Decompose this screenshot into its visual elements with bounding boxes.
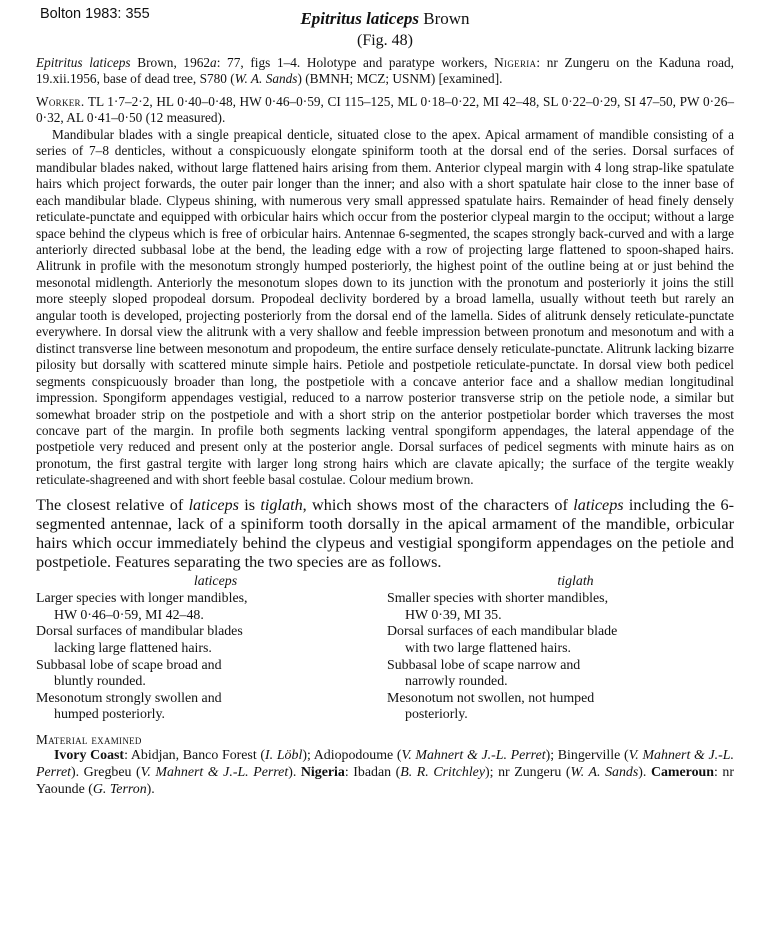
comparison-line: bluntly rounded. [54,674,146,690]
comparison-item [36,691,383,724]
citation-text: a [210,55,217,70]
citation-collector: W. A. Sands [234,71,298,87]
material-collector: V. Mahnert & J.-L. Perret [36,747,734,780]
material-text: ); nr Zungeru ( [485,764,571,780]
material-text: ); Bingerville ( [545,747,629,763]
comparison-line: Mesonotum not swollen, not humped [387,690,595,706]
comparison-line: with two large flattened hairs. [405,640,571,656]
comparison-item [387,624,734,657]
comparison-heading-tiglath: tiglath [557,573,594,589]
material-country: Ivory Coast [54,747,125,763]
species-author: Brown [419,9,470,28]
intro-species: laticeps [188,495,239,514]
material-heading: Material examined [36,731,142,747]
comparison-column-tiglath [387,574,734,724]
comparison-line: Smaller species with shorter mandibles, [387,591,609,607]
figure-reference: (Fig. 48) [357,32,413,49]
comparison-line: posteriorly. [405,707,468,723]
worker-label: Worker. [36,93,85,109]
comparison-item [387,591,734,624]
material-text: ); Adiopodoume ( [302,747,402,763]
measurements-text: TL 1·7–2·2, HL 0·40–0·48, HW 0·46–0·59, CI 115–125, ML 0·18–0·22, MI 42–48, SL 0·22–0·29, SI 47–50, PW 0·26–0·32, AL 0·41–0·50 (12 measured). [36,93,734,126]
material-country: Cameroun [650,764,714,780]
citation-paragraph [36,55,734,88]
comparison-item [36,658,383,691]
material-collector: G. Terron [92,781,147,797]
citation-text: ) (BMNH; MCZ; USNM) [examined]. [297,71,503,87]
intro-text: , which shows most of the characters of [302,495,574,514]
comparison-item [36,624,383,657]
comparison-line: narrowly rounded. [405,674,508,690]
comparison-heading-laticeps: laticeps [193,573,238,589]
intro-text: is [238,495,261,514]
material-collector: I. Löbl [265,747,303,763]
material-text: : Abidjan, Banco Forest ( [124,747,266,763]
material-country: Nigeria [300,764,345,780]
material-text: ). [638,764,651,780]
worker-description: Mandibular blades with a single preapical denticle, situated close to the apex. Apical armament of mandible consisting of a series of 7–8 denticles, without a conspicuously elongate spiniform tooth at the dorsal end of the series. Dorsal surfaces of mandibular blades naked, without large flattened hairs arising from them. Anterior clypeal margin with 4 long strap-like spatulate hairs which project forwards, the outer pair longer than the inner; and also with a short spatulate hair close to the inner base of each mandibular blade. Clypeus shining, with numerous very small appressed spatulate hairs. Remainder of head finely densely reticulate-punctate and equipped with orbicular hairs which occur from the posterior clypeal margin to the occiput; without a large space behind the clypeus which is free of orbicular hairs. Antennae 6-segmented, the scapes strongly back-curved and with a large anteriorly directed subbasal lobe at the bend, the leading edge with a row of projecting large flattened to spoon-shaped hairs. Alitrunk in profile with the mesonotum strongly humped posteriorly, the highest point of the outline being at or just behind the mesonotal midlength. Anteriorly the mesonotum slopes down to its junction with the pronotum and posteriorly it joins the still more steeply sloped propodeal dorsum. Propodeal declivity bordered by a broad lamella, usually without teeth but rarely an angular tooth is developed, projecting posteriorly from the dorsal end of the lamella. Sides of alitrunk densely reticulate-punctate everywhere. In dorsal view the alitrunk with a very shallow and feeble impression between pronotum and mesonotum and with a distinct transverse line between mesonotum and propodeum, the entire surface densely reticulate-punctate. Alitrunk lacking bizarre pilosity but dorsally with scattered minute simple hairs. Petiole and postpetiole reticulate-punctate. In dorsal view both pedicel segments conspicuously broader than long, the postpetiole with a concave anterior face and a shallow median longitudinal impression. Spongiform appendages vestigial, reduced to a narrow posterior transverse strip on the petiole node, a similar but somewhat broader strip on the postpetiole and with a short strip on the anterior postpetiolar border which traverses the most concave part of the margin. In profile both segments lacking ventral spongiform appendages, the lateral appendage of the postpetiole very reduced and present only at the posterior angle. Dorsal surfaces of pedicel segments with minute hairs as on pronotum, the first gastral tergite with larger long strong hairs which are clavate apically; the surface of the tergite weakly reticulate-shagreened and with short feeble basal costulae. Colour medium brown. [36,126,734,488]
species-name: Epitritus laticeps [300,9,419,28]
intro-text: including the 6-segmented antennae, lack of a spiniform tooth dorsally in the apical armament of the mandible, orbicular hairs which occur immediately behind the clypeus and vestigial spongiform appendages on the petiole and postpetiole. Features separating the two species are as follows. [36,495,734,572]
material-text: ). Gregbeu ( [70,764,141,780]
material-collector: V. Mahnert & J.-L. Perret [401,747,546,763]
comparison-line: HW 0·39, MI 35. [405,607,502,623]
material-collector: B. R. Critchley [400,764,486,780]
intro-text: The closest relative of [36,495,189,514]
material-text: ). [146,781,155,797]
citation-text: Brown, 1962 [130,55,211,70]
comparison-line: Subbasal lobe of scape broad and [36,657,222,673]
comparison-intro [36,496,734,573]
citation-text: : nr Zungeru on the Kaduna road, 19.xii.1956, base of dead tree, S780 ( [36,55,735,87]
worker-measurements [36,94,734,127]
source-reference: Bolton 1983: 355 [40,6,150,22]
material-text: : nr Yaounde ( [36,764,734,797]
intro-species: tiglath [260,495,303,514]
comparison-line: Dorsal surfaces of mandibular blades [36,624,243,640]
citation-name: Epitritus laticeps [36,55,131,70]
comparison-line: Subbasal lobe of scape narrow and [387,657,581,673]
comparison-line: Larger species with longer mandibles, [36,591,248,607]
comparison-item [387,658,734,691]
comparison-column-laticeps [36,574,383,724]
comparison-line: HW 0·46–0·59, MI 42–48. [54,607,204,623]
comparison-item [387,691,734,724]
comparison-item [36,591,383,624]
material-collector: W. A. Sands [570,764,639,780]
comparison-table [36,574,734,724]
comparison-line: Mesonotum strongly swollen and [36,690,222,706]
material-text: : Ibadan ( [344,764,401,780]
material-text: ). [288,764,301,780]
material-paragraph [36,748,734,798]
intro-species: laticeps [573,495,624,514]
material-collector: V. Mahnert & J.-L. Perret [140,764,289,780]
comparison-line: humped posteriorly. [54,707,165,723]
comparison-line: lacking large flattened hairs. [54,640,212,656]
comparison-line: Dorsal surfaces of each mandibular blade [387,624,618,640]
citation-text: : 77, figs 1–4. Holotype and paratype workers, [216,55,495,70]
citation-country: Nigeria [494,55,537,70]
